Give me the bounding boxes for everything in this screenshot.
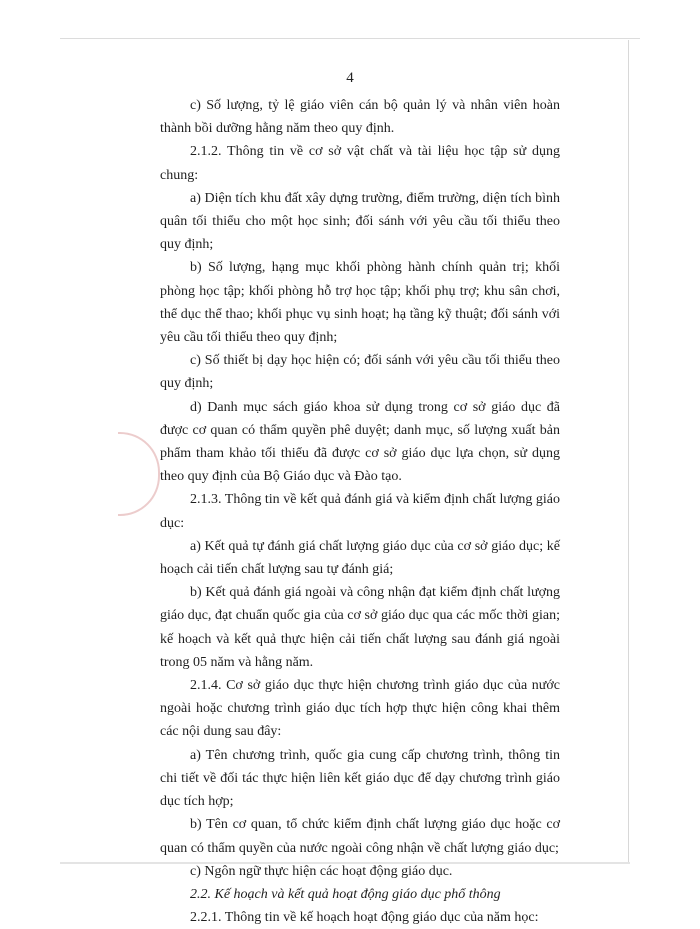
paragraph: a) Kết quả tự đánh giá chất lượng giáo dục của cơ sở giáo dục; kế hoạch cải tiến chất lượng sau tự đánh giá; [160,538,560,578]
section-heading: 2.1.4. Cơ sở giáo dục thực hiện chương trình giáo dục của nước ngoài hoặc chương trình giáo dục tích hợp thực hiện công khai thêm các nội dung sau đây: [160,678,560,740]
paragraph: c) Số lượng, tỷ lệ giáo viên cán bộ quản lý và nhân viên hoàn thành bồi dưỡng hằng năm theo quy định. [160,98,560,137]
document-body [160,94,560,929]
paragraph: b) Kết quả đánh giá ngoài và công nhận đạt kiểm định chất lượng giáo dục, đạt chuẩn quốc gia của cơ sở giáo dục qua các mốc thời gian; kế hoạch và kết quả thực hiện cải tiến chất lượng sau đánh giá ngoài trong 05 năm và hằng năm. [160,585,560,670]
paragraph: b) Số lượng, hạng mục khối phòng hành chính quản trị; khối phòng học tập; khối phòng hỗ trợ học tập; khối phụ trợ; khu sân chơi, thể dục thể thao; khối phục vụ sinh hoạt; hạ tầng kỹ thuật; đối sánh với yêu cầu tối thiểu theo quy định; [160,260,560,346]
paragraph: c) Ngôn ngữ thực hiện các hoạt động giáo dục. [190,863,453,879]
paragraph: a) Diện tích khu đất xây dựng trường, điểm trường, diện tích bình quân tối thiểu cho một học sinh; đối sánh với yêu cầu tối thiểu theo quy định; [160,190,560,253]
paragraph: a) Tên chương trình, quốc gia cung cấp chương trình, thông tin chi tiết về đối tác thực hiện liên kết giáo dục để dạy chương trình giáo dục tích hợp; [160,747,560,810]
section-heading-italic: 2.2. Kế hoạch và kết quả hoạt động giáo dục phổ thông [190,886,501,902]
section-heading: 2.2.1. Thông tin về kế hoạch hoạt động giáo dục của năm học: [190,910,539,926]
scan-edge-top [60,38,640,39]
paragraph: d) Danh mục sách giáo khoa sử dụng trong cơ sở giáo dục đã được cơ quan có thẩm quyền phê duyệt; danh mục, số lượng xuất bản phẩm tham khảo tối thiểu đã được cơ sở giáo dục lựa chọn, sử dụng theo quy định của Bộ Giáo dục và Đào tạo. [160,399,560,485]
scan-edge-right [628,40,629,862]
paragraph: c) Số thiết bị dạy học hiện có; đối sánh với yêu cầu tối thiểu theo quy định; [160,353,560,392]
bleed-through-stamp [118,432,160,516]
section-heading: 2.1.3. Thông tin về kết quả đánh giá và kiểm định chất lượng giáo dục: [160,492,560,531]
paragraph: b) Tên cơ quan, tổ chức kiểm định chất lượng giáo dục hoặc cơ quan có thẩm quyền của nước ngoài công nhận về chất lượng giáo dục; [160,817,560,856]
section-heading: 2.1.2. Thông tin về cơ sở vật chất và tài liệu học tập sử dụng chung: [160,144,560,183]
page-number: 4 [346,70,354,86]
